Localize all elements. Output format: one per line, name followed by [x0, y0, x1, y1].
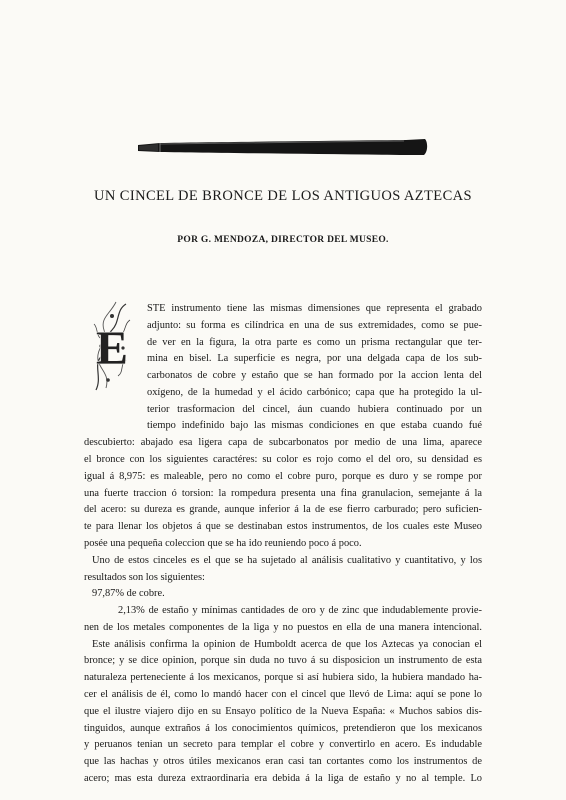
text-line: oxígeno, de la humedad y el ácido carbónico; capa que ha protegido la ul-: [147, 386, 482, 398]
text-line: una fuerte traccion ó torsion: la rompedura presenta una fina granulacion, semejante á la: [84, 487, 482, 499]
initial-letter: E: [95, 322, 129, 375]
text-line: el bronce con los siguientes caractéres: su color es rojo como el del oro, su densidad es: [84, 454, 482, 466]
text-line: nen de los metales componentes de la liga y no puestos en ella de una manera intencional.: [84, 621, 482, 633]
text-line: tiempo indefinido bajo las mismas condiciones en que estaba cuando fué: [147, 420, 482, 432]
text-line: STE instrumento tiene las mismas dimensiones que representa el grabado: [147, 303, 482, 314]
text-line: que el ilustre viajero dijo en su Ensayo político de la Nueva España: « Muchos sabios dis-: [84, 705, 482, 717]
text-line: acero; mas esta dureza extraordinaria era debida á la liga de estaño y no al temple. Lo: [84, 772, 482, 784]
chisel-engraving: [136, 135, 430, 161]
text-line: posée una pequeña coleccion que se ha ido reuniendo poco á poco.: [84, 537, 362, 549]
text-line: resultados son los siguientes:: [84, 571, 205, 583]
decorated-initial-letter: [86, 300, 138, 434]
text-line: cer el análisis de él, como lo mandó hacer con el cincel que llevó de Lima: aquí se pone lo: [84, 689, 482, 701]
text-line: del acero: su dureza es grande, aunque inferior á la de ese fierro carburado; pero suficien-: [84, 504, 482, 516]
article-title: UN CINCEL DE BRONCE DE LOS ANTIGUOS AZTECAS: [94, 188, 472, 204]
text-line: mina en bisel. La superficie es negra, por una delgada capa de los sub-: [147, 353, 482, 365]
text-line: descubierto: abajado esa ligera capa de subcarbonatos por medio de una lima, aparece: [84, 437, 482, 449]
text-line: igual á 8,975: es maleable, pero no como el cobre puro, porque es duro y se rompe por: [84, 470, 482, 482]
text-line: de ver en la figura, la otra parte es como un prisma rectangular que ter-: [147, 336, 482, 348]
text-line: bronce; y se dice opinion, porque sin duda no tuvo á su disposicion un instrumento de esta: [84, 655, 482, 667]
text-line: tinguidos, aunque extraños á los conocimientos químicos, pretendieron que los mexicanos: [84, 722, 482, 734]
text-line: y peruanos tenian un secreto para templar el cobre y convertirlo en acero. Es indudable: [84, 739, 482, 751]
text-line: terior trasformacion del cincel, áun cuando hubiera continuado por un: [147, 403, 482, 415]
text-line: adjunto: su forma es cilíndrica en una de sus extremidades, como se pue-: [147, 319, 482, 331]
article-byline: POR G. MENDOZA, DIRECTOR DEL MUSEO.: [177, 235, 389, 245]
text-line: carbonatos de cobre y estaño que se han formado por la accion lenta del: [147, 370, 482, 382]
text-line: Uno de estos cinceles es el que se ha sujetado al análisis cualitativo y cuantitativo, y los: [92, 554, 482, 566]
text-line: 2,13% de estaño y mínimas cantidades de oro y de zinc que indudablemente provie-: [118, 605, 482, 617]
text-line: naturaleza perteneciente á los mexicanos, porque si así hubiera sido, la hubiera mandado ha-: [84, 672, 482, 684]
text-line: te para llenar los objetos á que se destinaban estos instrumentos, de los cuales este Museo: [84, 521, 482, 533]
text-line: Este análisis confirma la opinion de Humboldt acerca de que los Aztecas ya conocian el: [92, 638, 482, 650]
text-line: que las hachas y otros útiles mexicanos eran casi tan cortantes como los instrumentos de: [84, 756, 482, 768]
text-line: 97,87% de cobre.: [92, 588, 165, 600]
